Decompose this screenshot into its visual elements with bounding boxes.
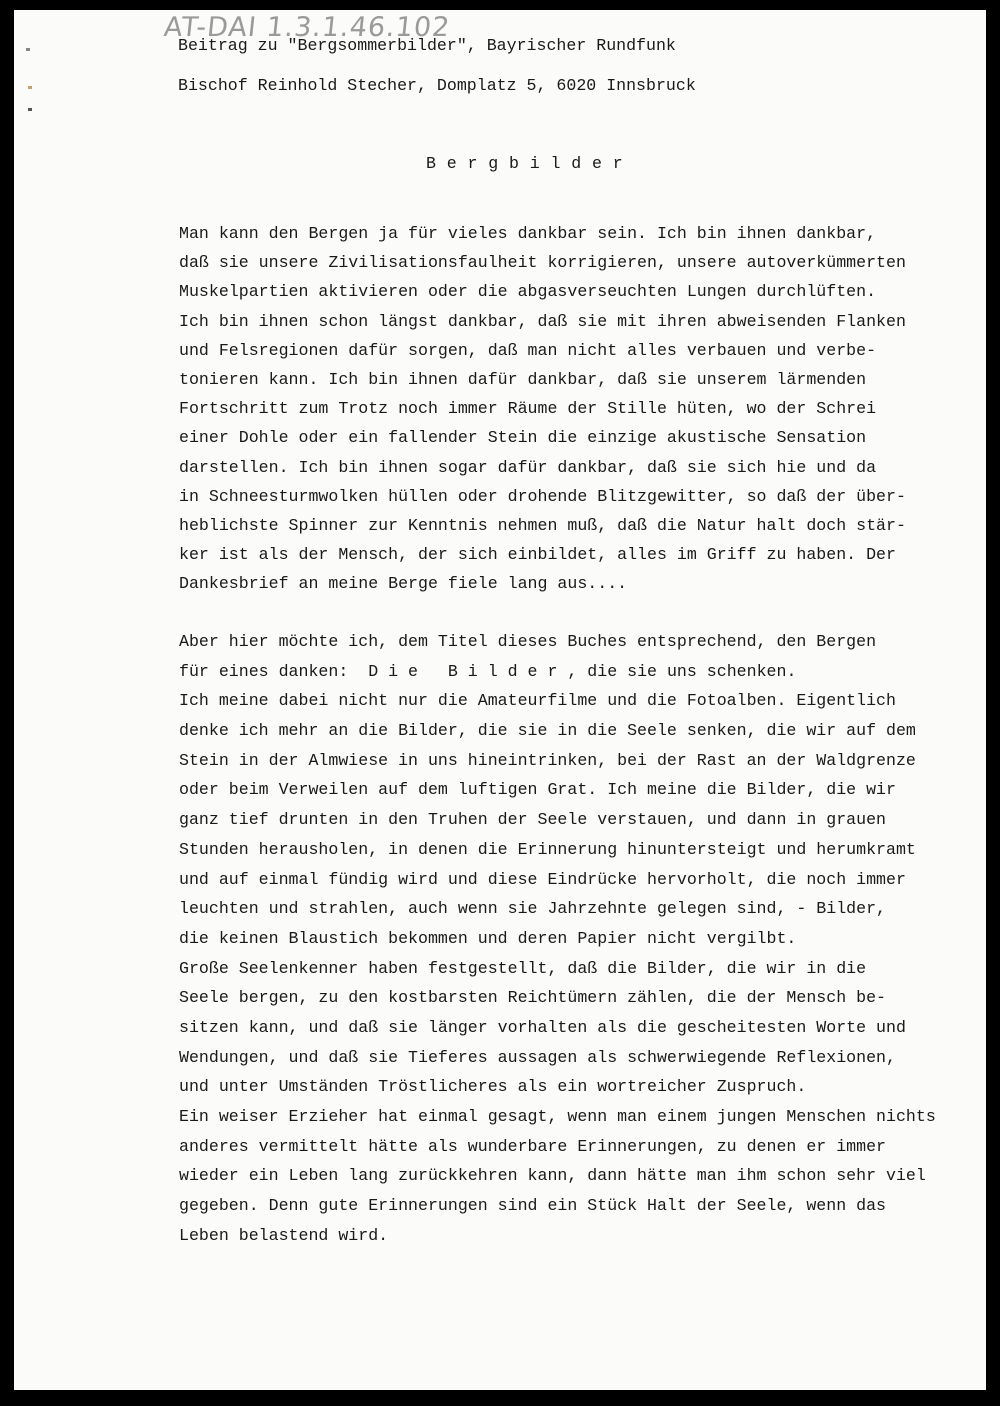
text-line: die keinen Blaustich bekommen und deren Papier nicht vergilbt. — [179, 928, 797, 948]
text-line: sitzen kann, und daß sie länger vorhalten als die gescheitesten Worte und — [179, 1017, 906, 1037]
text-line: und Felsregionen dafür sorgen, daß man nicht alles verbauen und verbe- — [179, 340, 877, 360]
punch-mark — [28, 108, 32, 111]
punch-mark — [26, 48, 30, 51]
text-line: Dankesbrief an meine Berge fiele lang aus.... — [179, 574, 628, 594]
text-line: Ich meine dabei nicht nur die Amateurfilme und die Fotoalben. Eigentlich — [179, 691, 896, 711]
text-line: Stein in der Almwiese in uns hineintrinken, bei der Rast an der Waldgrenze — [179, 750, 916, 770]
text-line: heblichste Spinner zur Kenntnis nehmen muß, daß die Natur halt doch stär- — [179, 515, 906, 535]
text-line: oder beim Verweilen auf dem luftigen Grat. Ich meine die Bilder, die wir — [179, 780, 896, 800]
text-line: Stunden herausholen, in denen die Erinnerung hinuntersteigt und herumkramt — [179, 839, 916, 859]
text-line: Wendungen, und daß sie Tieferes aussagen als schwerwiegende Reflexionen, — [179, 1047, 896, 1067]
text-line: und auf einmal fündig wird und diese Eindrücke hervorholt, die noch immer — [179, 869, 906, 889]
text-line: ker ist als der Mensch, der sich einbildet, alles im Griff zu haben. Der — [179, 545, 896, 565]
text-line: darstellen. Ich bin ihnen sogar dafür dankbar, daß sie sich hie und da — [179, 457, 877, 477]
archive-signature: AT-DAI 1.3.1.46.102 — [162, 12, 452, 43]
text-line: gegeben. Denn gute Erinnerungen sind ein Stück Halt der Seele, wenn das — [179, 1196, 887, 1216]
contribution-line: Beitrag zu "Bergsommerbilder", Bayrischer Rundfunk — [178, 36, 676, 55]
text-line: Seele bergen, zu den kostbarsten Reichtümern zählen, die der Mensch be- — [179, 988, 887, 1008]
text-line: in Schneesturmwolken hüllen oder drohende Blitzgewitter, so daß der über- — [179, 486, 906, 506]
text-line: Aber hier möchte ich, dem Titel dieses Buches entsprechend, den Bergen — [179, 632, 877, 651]
text-line: Ich bin ihnen schon längst dankbar, daß sie mit ihren abweisenden Flanken — [179, 311, 906, 331]
text-line: Muskelpartien aktivieren oder die abgasverseuchten Lungen durchlüften. — [179, 282, 877, 302]
text-fragment: , die sie uns schenken. — [567, 661, 797, 681]
text-line: tonieren kann. Ich bin ihnen dafür dankbar, daß sie unserem lärmenden — [179, 369, 867, 389]
punch-mark — [28, 86, 32, 89]
text-line: und unter Umständen Tröstlicheres als ein wortreicher Zuspruch. — [179, 1077, 807, 1097]
document-title: Bergbilder — [426, 154, 634, 173]
text-line: leuchten und strahlen, auch wenn sie Jahrzehnte gelegen sind, - Bilder, — [179, 899, 887, 919]
emphasis-die-bilder: Die Bilder — [368, 661, 568, 681]
text-line: ganz tief drunten in den Truhen der Seele verstauen, und dann in grauen — [179, 810, 887, 830]
text-line: denke ich mehr an die Bilder, die sie in die Seele senken, die wir auf dem — [179, 721, 916, 741]
text-line: wieder ein Leben lang zurückkehren kann, dann hätte man ihm schon sehr viel — [179, 1166, 926, 1186]
text-line: Ein weiser Erzieher hat einmal gesagt, wenn man einem jungen Menschen nichts — [179, 1107, 936, 1126]
paragraph-1 — [179, 219, 969, 598]
paragraph-2 — [179, 627, 969, 1250]
text-line: einer Dohle oder ein fallender Stein die einzige akustische Sensation — [179, 428, 867, 448]
sender-line: Bischof Reinhold Stecher, Domplatz 5, 6020 Innsbruck — [178, 76, 696, 95]
document-page — [14, 10, 986, 1390]
text-fragment: für eines danken: — [179, 661, 369, 681]
text-line: Große Seelenkenner haben festgestellt, daß die Bilder, die wir in die — [179, 958, 867, 978]
text-line: anderes vermittelt hätte als wunderbare Erinnerungen, zu denen er immer — [179, 1136, 887, 1156]
text-line: Leben belastend wird. — [179, 1225, 389, 1245]
text-line — [179, 657, 969, 687]
text-line: Man kann den Bergen ja für vieles dankbar sein. Ich bin ihnen dankbar, — [179, 224, 877, 243]
text-line: Fortschritt zum Trotz noch immer Räume der Stille hüten, wo der Schrei — [179, 399, 877, 419]
text-line: daß sie unsere Zivilisationsfaulheit korrigieren, unsere autoverkümmerten — [179, 253, 906, 273]
